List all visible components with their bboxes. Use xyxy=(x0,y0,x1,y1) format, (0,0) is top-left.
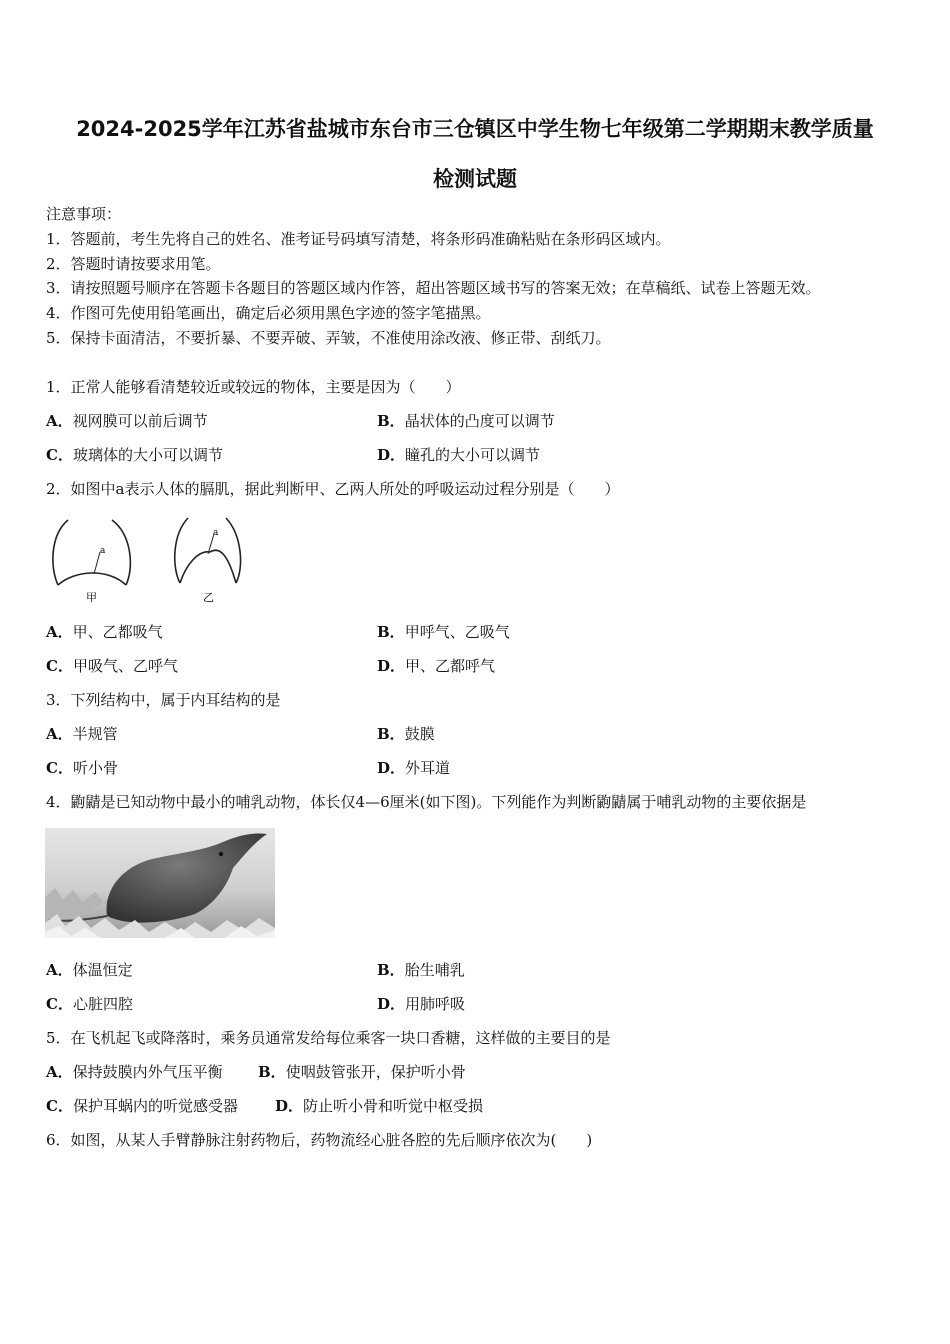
page-title-line2: 检测试题 xyxy=(433,167,517,191)
question-3-option-d: D．外耳道 xyxy=(377,759,451,777)
question-6-stem: 6．如图，从某人手臂静脉注射药物后，药物流经心脏各腔的先后顺序依次为( ) xyxy=(46,1131,593,1149)
label-a-yi: a xyxy=(213,528,219,538)
label-a-jia: a xyxy=(100,546,106,556)
shrew-photo xyxy=(45,828,275,938)
question-1-option-d: D．瞳孔的大小可以调节 xyxy=(377,446,541,464)
shrew-eye xyxy=(219,852,223,856)
chest-outline-jia xyxy=(53,520,131,585)
label-yi: 乙 xyxy=(203,591,214,604)
question-1-option-a: A．视网膜可以前后调节 xyxy=(46,412,208,430)
diaphragm-diagram xyxy=(50,510,250,605)
question-1-option-c: C．玻璃体的大小可以调节 xyxy=(46,446,223,464)
question-5-option-a: A．保持鼓膜内外气压平衡 xyxy=(46,1063,223,1081)
question-4-stem: 4．鼩鼱是已知动物中最小的哺乳动物，体长仅4—6厘米(如下图)。下列能作为判断鼩鼱属于哺乳动物的主要依据是 xyxy=(46,793,807,811)
question-3-option-c: C．听小骨 xyxy=(46,759,118,777)
question-2-option-c: C．甲吸气、乙呼气 xyxy=(46,657,178,675)
question-1-option-b: B．晶状体的凸度可以调节 xyxy=(377,412,555,430)
question-2-option-d: D．甲、乙都呼气 xyxy=(377,657,496,675)
notice-heading: 注意事项： xyxy=(46,205,122,223)
question-3-stem: 3．下列结构中，属于内耳结构的是 xyxy=(46,691,281,709)
diaphragm-jia xyxy=(58,573,126,585)
question-4-option-d: D．用肺呼吸 xyxy=(377,995,466,1013)
question-5-option-b: B．使咽鼓管张开，保护听小骨 xyxy=(258,1063,466,1081)
question-4-option-c: C．心脏四腔 xyxy=(46,995,133,1013)
question-4-option-b: B．胎生哺乳 xyxy=(377,961,465,979)
question-3-option-a: A．半规管 xyxy=(46,725,118,743)
question-2-option-a: A．甲、乙都吸气 xyxy=(46,623,163,641)
question-1-stem: 1．正常人能够看清楚较近或较远的物体，主要是因为（ ） xyxy=(46,378,461,396)
diaphragm-yi xyxy=(180,550,236,583)
notice-item: 1．答题前，考生先将自己的姓名、准考证号码填写清楚，将条形码准确粘贴在条形码区域内。 xyxy=(46,230,671,248)
notice-item: 2．答题时请按要求用笔。 xyxy=(46,255,221,273)
question-5-option-d: D．防止听小骨和听觉中枢受损 xyxy=(275,1097,484,1115)
question-2-stem: 2．如图中a表示人体的膈肌，据此判断甲、乙两人所处的呼吸运动过程分别是（ ） xyxy=(46,480,620,498)
page-title-line1: 2024-2025学年江苏省盐城市东台市三仓镇区中学生物七年级第二学期期末教学质量 xyxy=(76,117,874,141)
notice-item: 5．保持卡面清洁，不要折暴、不要弄破、弄皱，不准使用涂改液、修正带、刮纸刀。 xyxy=(46,329,611,347)
question-5-stem: 5．在飞机起飞或降落时，乘务员通常发给每位乘客一块口香糖，这样做的主要目的是 xyxy=(46,1029,611,1047)
notice-item: 3．请按照题号顺序在答题卡各题目的答题区域内作答，超出答题区域书写的答案无效；在草稿纸、试卷上答题无效。 xyxy=(46,279,821,297)
question-4-option-a: A．体温恒定 xyxy=(46,961,133,979)
question-3-option-b: B．鼓膜 xyxy=(377,725,435,743)
label-jia: 甲 xyxy=(86,591,97,604)
question-2-option-b: B．甲呼气、乙吸气 xyxy=(377,623,510,641)
question-5-option-c: C．保护耳蜗内的听觉感受器 xyxy=(46,1097,238,1115)
notice-item: 4．作图可先使用铅笔画出，确定后必须用黑色字迹的签字笔描黑。 xyxy=(46,304,491,322)
